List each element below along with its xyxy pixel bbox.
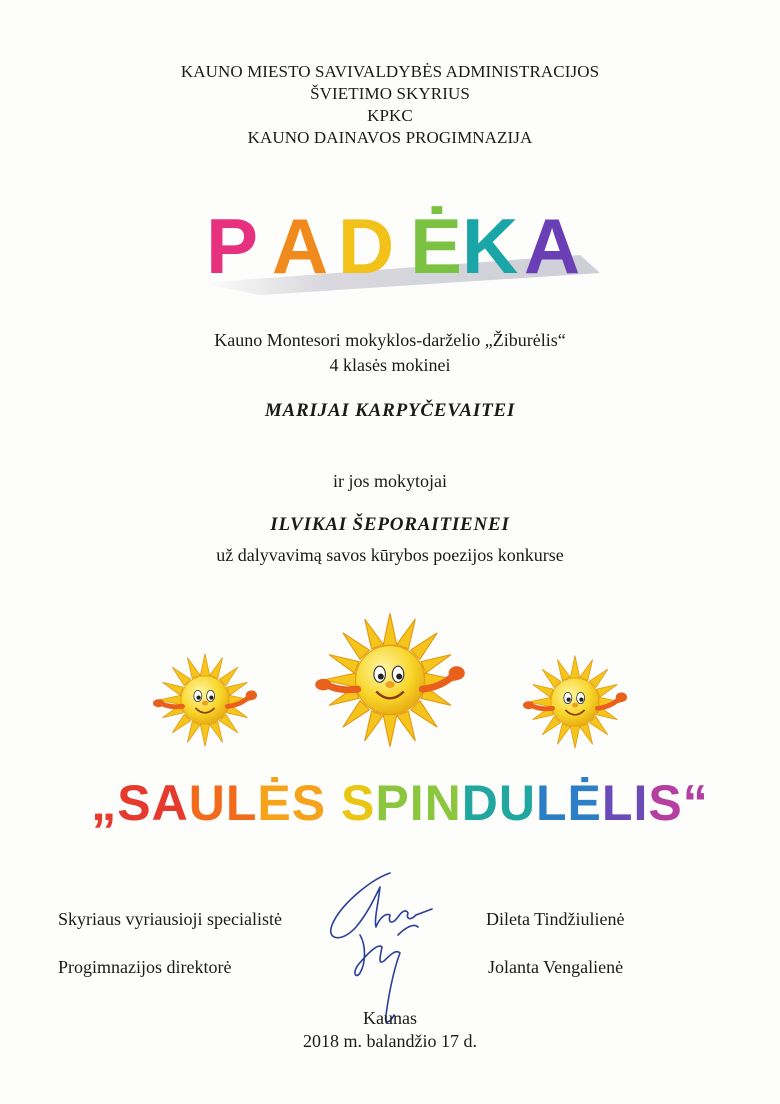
title-letter: A [523,202,581,290]
title-letter: K [461,202,519,290]
certificate-title [200,185,600,295]
title-letter: Ė [409,202,463,290]
sun-mascot-icon [153,654,257,747]
teacher-intro: ir jos mokytojai [333,471,447,491]
title-letter: A [271,202,329,290]
signer-role-2: Progimnazijos direktorė [58,957,232,977]
reason-line: už dalyvavimą savos kūrybos poezijos konkurse [216,545,564,565]
contest-title [91,768,709,838]
teacher-name: ILVIKAI ŠEPORAITIENEI [270,514,510,535]
footer-city: Kaunas [363,1008,417,1028]
title-letter: P [205,202,259,290]
signer-name-1: Dileta Tindžiulienė [486,909,625,929]
signer-role-1: Skyriaus vyriausioji specialistė [58,909,282,929]
sun-mascot-icon [315,613,465,746]
school-line: Kauno Montesori mokyklos-darželio „Žiburėlis“ [214,330,566,350]
header-line-4: KAUNO DAINAVOS PROGIMNAZIJA [247,128,533,147]
sun-mascots-illustration [140,610,640,760]
header-line-1: KAUNO MIESTO SAVIVALDYBĖS ADMINISTRACIJOS [180,62,600,81]
footer-date: 2018 m. balandžio 17 d. [303,1031,477,1051]
header-line-2: ŠVIETIMO SKYRIUS [310,84,470,103]
student-name: MARIJAI KARPYČEVAITEI [264,400,516,421]
title-letter: D [337,202,395,290]
header-line-3: KPKC [367,106,413,125]
class-line: 4 klasės mokinei [329,355,451,375]
svg-text:„SAULĖS SPINDULĖLIS“: „SAULĖS SPINDULĖLIS“ [91,775,709,831]
sun-mascot-icon [523,656,627,749]
signer-name-2: Jolanta Vengalienė [488,957,624,977]
